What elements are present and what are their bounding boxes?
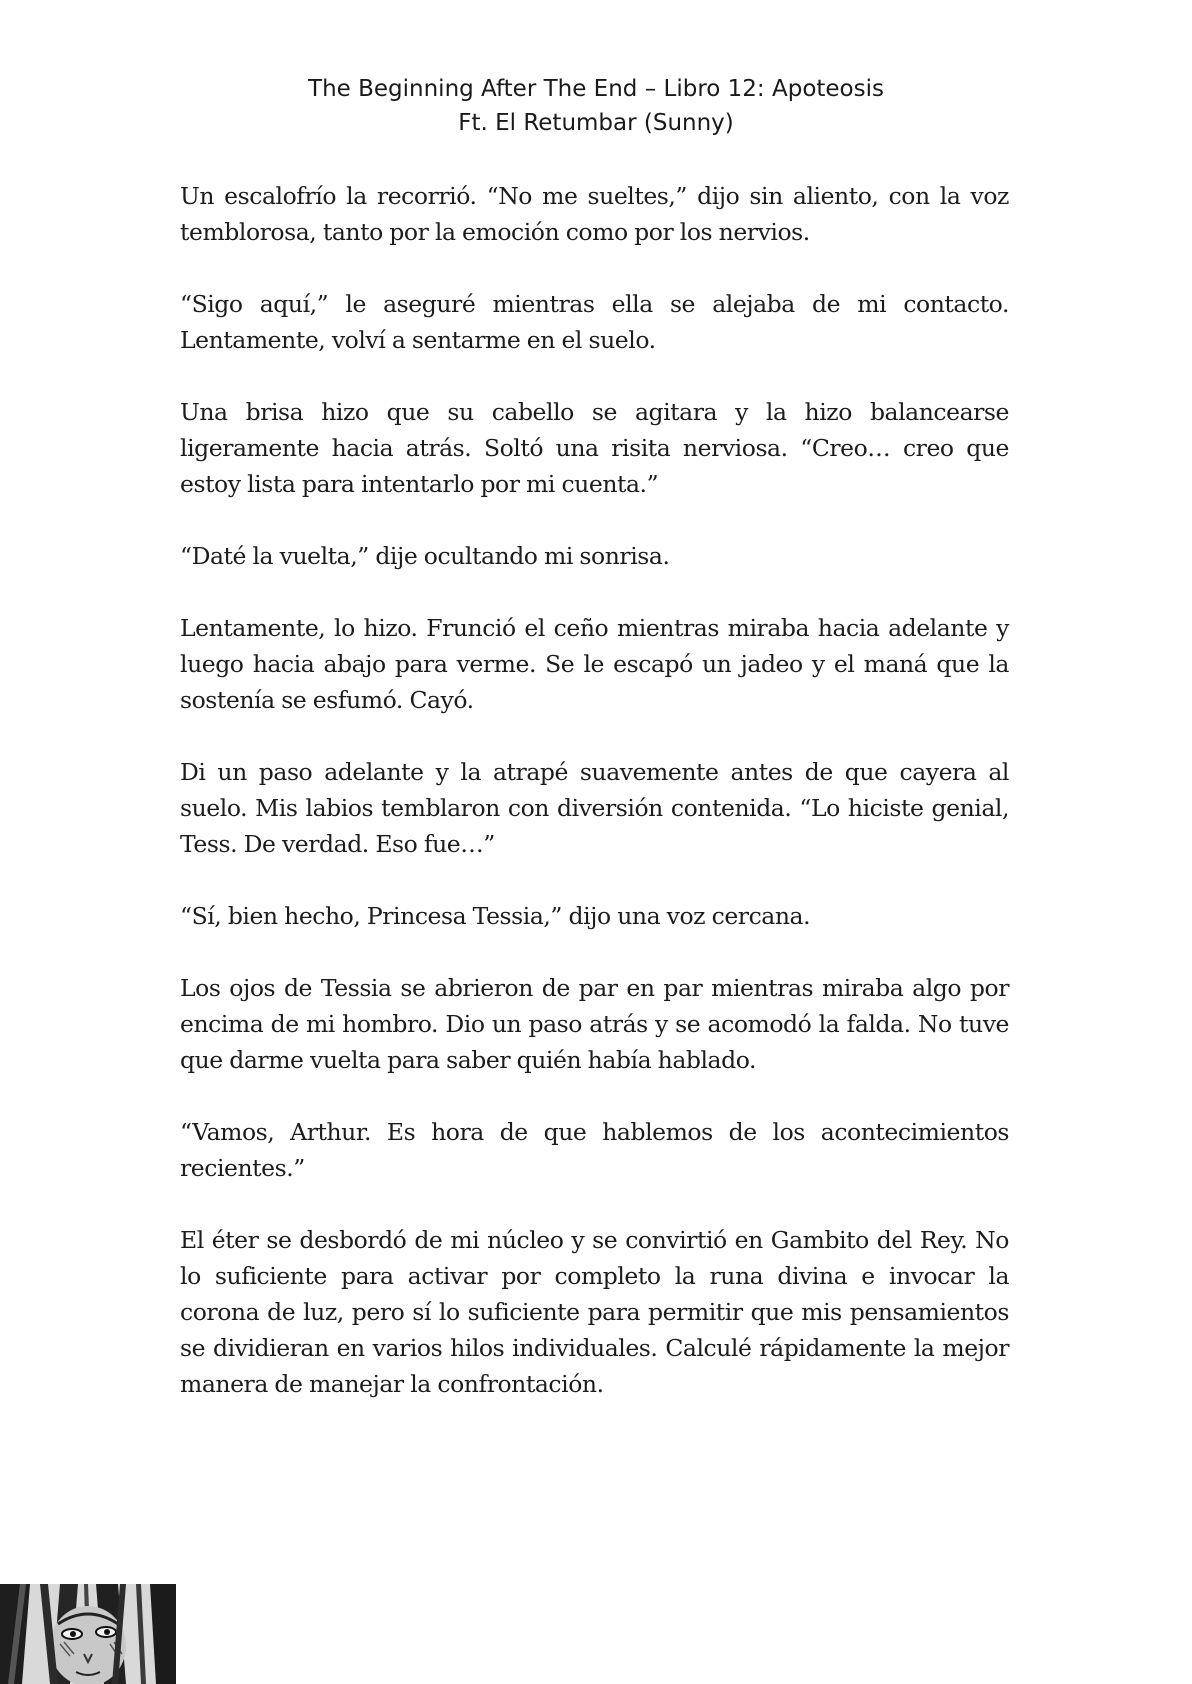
body-text (180, 178, 1009, 1438)
paragraph-4: “Daté la vuelta,” dije ocultando mi sonrisa. (180, 542, 670, 570)
paragraph-1: Un escalofrío la recorrió. “No me sueltes,” dijo sin aliento, con la voz temblorosa, tanto por la emoción como por los nervios. (180, 182, 1009, 246)
paragraph-9: “Vamos, Arthur. Es hora de que hablemos de los acontecimientos recientes.” (180, 1118, 1009, 1182)
manga-portrait-icon (0, 1584, 176, 1684)
paragraph-8: Los ojos de Tessia se abrieron de par en par mientras miraba algo por encima de mi hombro. Dio un paso atrás y se acomodó la falda. No tuve que darme vuelta para saber quién había hablado. (180, 974, 1009, 1074)
page-header (0, 72, 1192, 140)
paragraph-6: Di un paso adelante y la atrapé suavemente antes de que cayera al suelo. Mis labios temblaron con diversión contenida. “Lo hiciste genial, Tess. De verdad. Eso fue…” (180, 758, 1009, 858)
paragraph-10: El éter se desbordó de mi núcleo y se convirtió en Gambito del Rey. No lo suficiente para activar por completo la runa divina e invocar la corona de luz, pero sí lo suficiente para permitir que mis pensamientos se dividieran en varios hilos individuales. Calculé rápidamente la mejor manera de manejar la confrontación. (180, 1226, 1009, 1398)
header-subtitle: Ft. El Retumbar (Sunny) (458, 110, 734, 136)
paragraph-7: “Sí, bien hecho, Princesa Tessia,” dijo una voz cercana. (180, 902, 811, 930)
paragraph-3: Una brisa hizo que su cabello se agitara y la hizo balancearse ligeramente hacia atrás. Soltó una risita nerviosa. “Creo… creo que estoy lista para intentarlo por mi cuenta.” (180, 398, 1009, 498)
header-title: The Beginning After The End – Libro 12: Apoteosis (308, 76, 884, 102)
paragraph-5: Lentamente, lo hizo. Frunció el ceño mientras miraba hacia adelante y luego hacia abajo para verme. Se le escapó un jadeo y el maná que la sostenía se esfumó. Cayó. (180, 614, 1009, 714)
paragraph-2: “Sigo aquí,” le aseguré mientras ella se alejaba de mi contacto. Lentamente, volví a sentarme en el suelo. (180, 290, 1009, 354)
